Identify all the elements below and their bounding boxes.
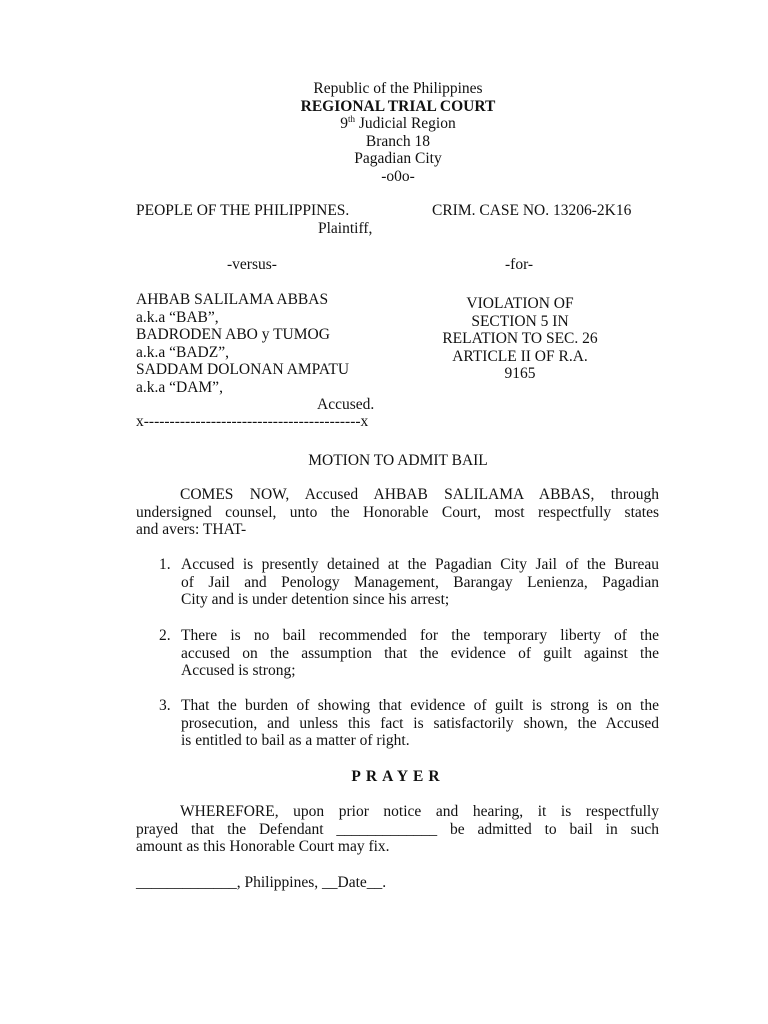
plaintiff-role: Plaintiff,	[318, 220, 373, 237]
charge-line: SECTION 5 IN	[471, 312, 569, 330]
item-line: is entitled to bail as a matter of right.	[181, 732, 410, 750]
accused-alias: a.k.a “BAB”,	[136, 308, 219, 326]
paragraph-line: amount as this Honorable Court may fix.	[136, 838, 390, 856]
prayer-heading: PRAYER	[351, 768, 445, 785]
item-line: Accused is strong;	[181, 662, 296, 680]
accused-role: Accused.	[317, 396, 375, 413]
paragraph-line: COMES NOW, Accused AHBAB SALILAMA ABBAS, through	[180, 486, 659, 503]
paragraph-line: and avers: THAT-	[136, 521, 247, 539]
judicial-region	[0, 115, 768, 133]
item-line: Accused is presently detained at the Pagadian City Jail of the Bureau	[181, 556, 659, 573]
charge-line: 9165	[504, 365, 536, 382]
item-line: That the burden of showing that evidence of guilt is strong is on the	[181, 697, 659, 714]
caption-divider: x------------------------------------------x	[136, 413, 369, 430]
paragraph-line: undersigned counsel, unto the Honorable Court, most respectfully states	[136, 503, 659, 521]
for-label: -for-	[505, 256, 534, 273]
list-item	[181, 627, 659, 680]
item-line: prosecution, and unless this fact is satisfactorily shown, the Accused	[181, 714, 659, 732]
branch-line: Branch 18	[365, 132, 431, 150]
paragraph-line: WHEREFORE, upon prior notice and hearing, it is respectfully	[180, 803, 659, 820]
paragraph-line: prayed that the Defendant _____________ be admitted to bail in such	[136, 820, 659, 838]
republic-line: Republic of the Philippines	[313, 80, 483, 97]
accused-alias: a.k.a “DAM”,	[136, 378, 223, 396]
list-item	[181, 697, 659, 750]
accused-name: SADDAM DOLONAN AMPATU	[136, 361, 350, 378]
charge-block	[425, 295, 615, 383]
court-name: REGIONAL TRIAL COURT	[300, 97, 496, 115]
charge-line: VIOLATION OF	[466, 295, 574, 312]
versus-label: -versus-	[227, 256, 277, 273]
place-date-line: _____________, Philippines, __Date__.	[136, 874, 387, 891]
city-line: Pagadian City	[354, 150, 442, 167]
list-number: 1.	[159, 556, 171, 573]
item-line: of Jail and Penology Management, Barangay Lenienza, Pagadian	[181, 573, 659, 591]
header-separator: -o0o-	[381, 167, 415, 185]
plaintiff-name: PEOPLE OF THE PHILIPPINES.	[136, 202, 350, 219]
charge-line: ARTICLE II OF R.A.	[452, 347, 588, 365]
list-number: 3.	[159, 697, 171, 714]
region-number: 9	[340, 115, 348, 132]
list-item	[181, 556, 659, 609]
intro-paragraph	[136, 486, 659, 539]
item-line: City and is under detention since his arrest;	[181, 591, 450, 609]
accused-name: AHBAB SALILAMA ABBAS	[136, 291, 329, 308]
accused-name: BADRODEN ABO y TUMOG	[136, 326, 330, 343]
item-line: accused on the assumption that the evidence of guilt against the	[181, 644, 659, 662]
charge-line: RELATION TO SEC. 26	[442, 330, 598, 347]
region-suffix: th	[347, 113, 355, 124]
case-number: CRIM. CASE NO. 13206-2K16	[432, 202, 632, 219]
list-number: 2.	[159, 627, 171, 644]
accused-alias: a.k.a “BADZ”,	[136, 343, 229, 361]
region-text: Judicial Region	[355, 115, 456, 132]
prayer-paragraph	[136, 803, 659, 856]
item-line: There is no bail recommended for the temporary liberty of the	[181, 627, 659, 644]
motion-title: MOTION TO ADMIT BAIL	[308, 452, 488, 469]
